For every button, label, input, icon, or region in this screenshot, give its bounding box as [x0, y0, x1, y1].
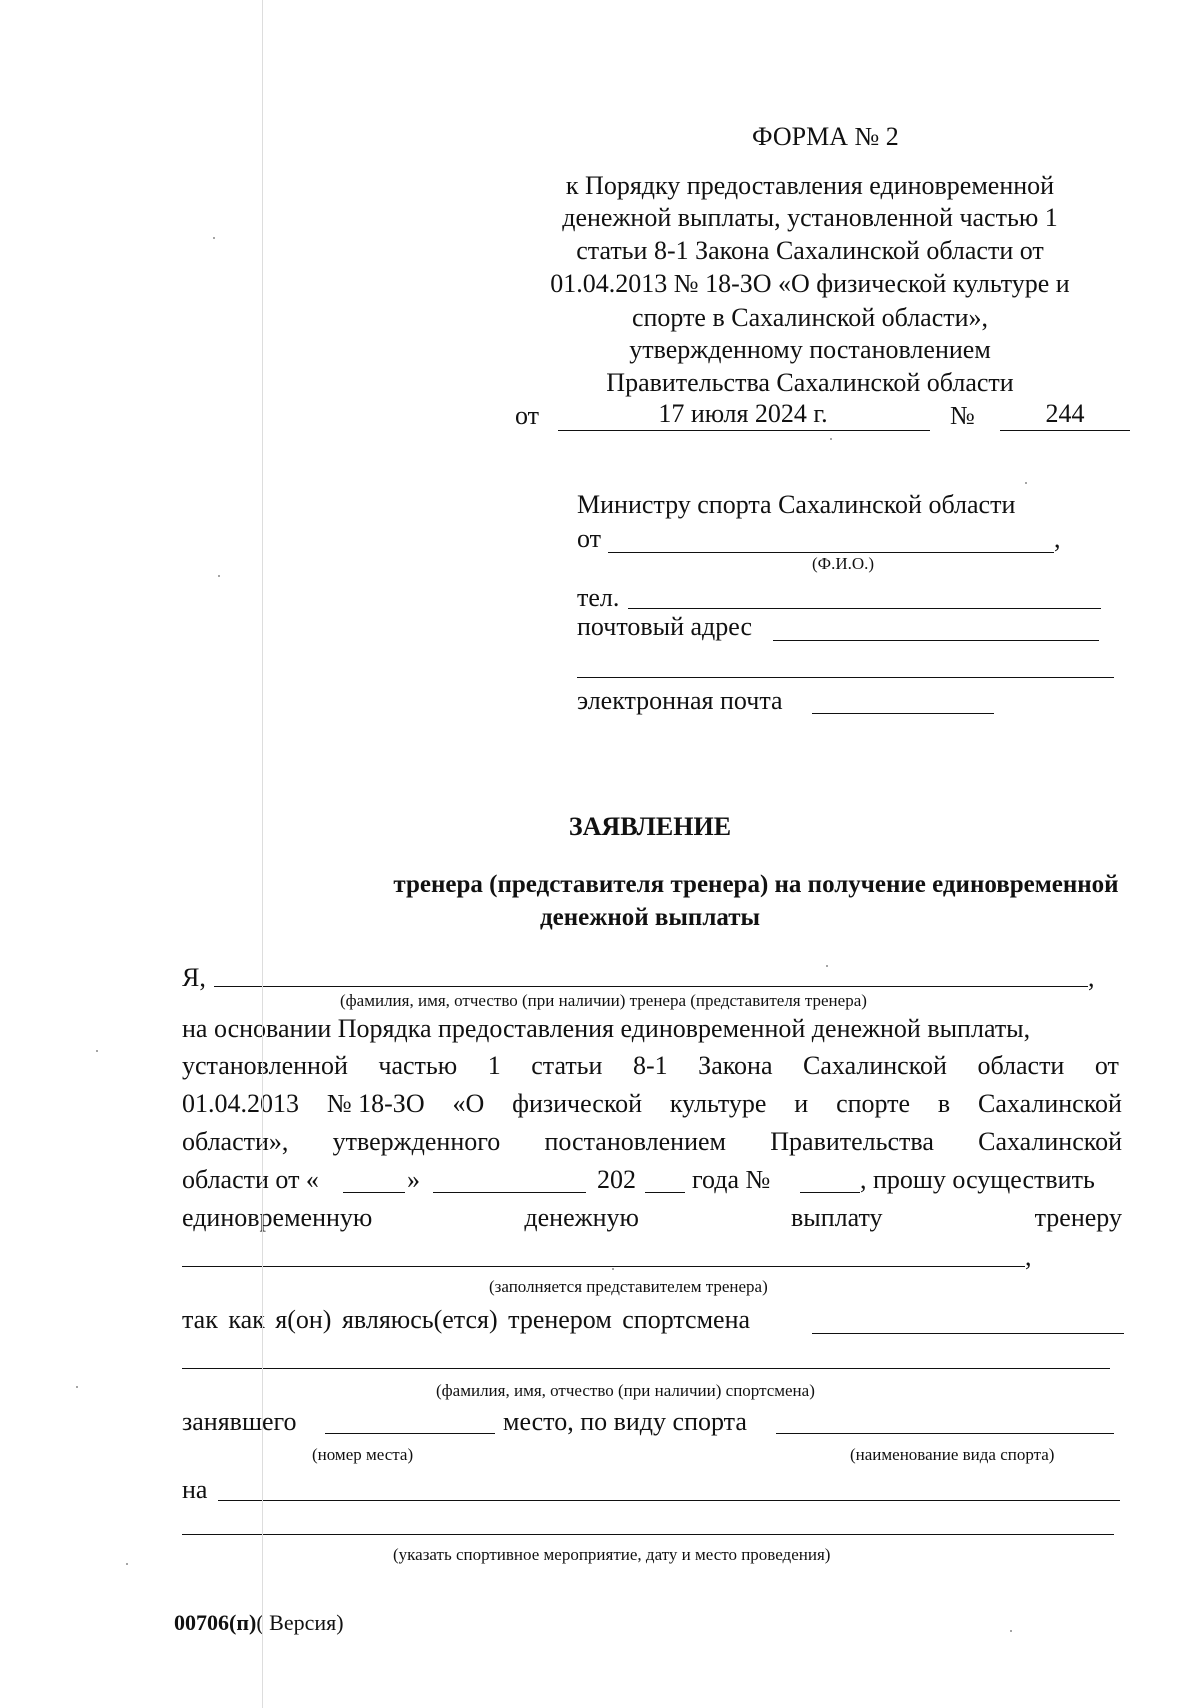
place-caption: (номер места) — [312, 1445, 414, 1464]
resolution-number-field[interactable] — [800, 1192, 860, 1193]
addressee-from-label: от — [577, 524, 602, 553]
number-underline — [1000, 430, 1130, 431]
word: № 18-ЗО — [326, 1089, 425, 1118]
trainer-caption: (заполняется представителем тренера) — [489, 1277, 768, 1296]
trainer-comma: , — [1025, 1242, 1032, 1271]
preamble-line: спорте в Сахалинской области», — [631, 303, 989, 332]
word: Закона — [698, 1051, 773, 1080]
word: единовременную — [182, 1203, 373, 1232]
word: 01.04.2013 — [182, 1089, 299, 1118]
applicant-name-field[interactable] — [214, 986, 1088, 987]
word: области», — [182, 1127, 289, 1156]
word: статьи — [531, 1051, 603, 1080]
place-number-field[interactable] — [325, 1433, 495, 1434]
document-code — [174, 1612, 344, 1634]
date-underline — [558, 430, 930, 431]
document-code-version: ( Версия) — [256, 1610, 344, 1635]
preamble-line: утвержденному постановлением — [629, 335, 991, 364]
word: и — [794, 1089, 809, 1118]
word: денежную — [524, 1203, 639, 1232]
word: 1 — [487, 1051, 501, 1080]
i-comma: , — [1088, 963, 1095, 992]
fio-caption: (Ф.И.О.) — [812, 554, 875, 573]
word: постановлением — [544, 1127, 727, 1156]
word: Сахалинской — [978, 1127, 1122, 1156]
line5-part2: » — [407, 1165, 420, 1194]
word: физической — [512, 1089, 643, 1118]
document-subtitle-1: тренера (представителя тренера) на получение единовременной — [393, 871, 1119, 898]
document-subtitle-2: денежной выплаты — [539, 904, 761, 931]
email-field[interactable] — [812, 713, 994, 714]
word: утвержденного — [332, 1127, 501, 1156]
event-caption: (указать спортивное мероприятие, дату и место проведения) — [393, 1545, 831, 1564]
line5-part1: области от « — [182, 1165, 319, 1194]
athlete-caption: (фамилия, имя, отчество (при наличии) спортсмена) — [436, 1381, 815, 1400]
word: культуре — [669, 1089, 767, 1118]
document-date: 17 июля 2024 г. — [658, 399, 828, 428]
month-field[interactable] — [433, 1192, 586, 1193]
sport-field[interactable] — [776, 1433, 1114, 1434]
word: в — [937, 1089, 951, 1118]
word: частью — [378, 1051, 458, 1080]
took-label: занявшего — [182, 1407, 297, 1436]
word: Правительства — [770, 1127, 934, 1156]
line5-part5: , прошу осуществить — [860, 1165, 1095, 1194]
preamble-line: статьи 8-1 Закона Сахалинской области от — [576, 236, 1044, 265]
word: установленной — [182, 1051, 348, 1080]
line5-part3: 202 — [597, 1165, 636, 1194]
word: «О — [452, 1089, 485, 1118]
number-label: № — [950, 401, 975, 430]
preamble-line: 01.04.2013 № 18-ЗО «О физической культуре и — [550, 269, 1070, 298]
year-field[interactable] — [645, 1192, 685, 1193]
sport-caption: (наименование вида спорта) — [850, 1445, 1055, 1464]
email-label: электронная почта — [577, 686, 783, 715]
word: Сахалинской — [978, 1089, 1122, 1118]
day-field[interactable] — [343, 1192, 405, 1193]
preamble-line: Правительства Сахалинской области — [606, 368, 1014, 397]
word: Сахалинской — [803, 1051, 947, 1080]
form-title: ФОРМА № 2 — [752, 122, 899, 151]
addressee-to: Министру спорта Сахалинской области — [577, 490, 1016, 519]
i-label: Я, — [182, 963, 206, 992]
word: от — [1094, 1051, 1119, 1080]
event-field-2[interactable] — [182, 1534, 1114, 1535]
word: выплату — [791, 1203, 883, 1232]
applicant-name-caption: (фамилия, имя, отчество (при наличии) тренера (представителя тренера) — [340, 991, 867, 1010]
date-from-label: от — [515, 401, 540, 430]
postal-label: почтовый адрес — [577, 612, 752, 641]
trainer-name-field[interactable] — [182, 1266, 1025, 1267]
on-label: на — [182, 1475, 208, 1504]
place-sport-label: место, по виду спорта — [503, 1407, 747, 1436]
document-code-number: 00706(п) — [174, 1610, 257, 1635]
document-title: ЗАЯВЛЕНИЕ — [568, 812, 732, 841]
addressee-fio-field[interactable] — [608, 552, 1054, 553]
scan-edge-line — [262, 0, 263, 1708]
line5-part4: года № — [692, 1165, 771, 1194]
word: области — [977, 1051, 1065, 1080]
phone-label: тел. — [577, 583, 620, 612]
body-line-1: на основании Порядка предоставления единовременной денежной выплаты, — [182, 1014, 1031, 1043]
phone-field[interactable] — [628, 608, 1101, 609]
body-line-4 — [182, 1129, 1122, 1155]
body-line-3 — [182, 1091, 1122, 1117]
word: спорте — [836, 1089, 911, 1118]
word: тренеру — [1034, 1203, 1122, 1232]
athlete-label: так как я(он) являюсь(ется) тренером спортсмена — [182, 1305, 751, 1334]
postal-address-field-2[interactable] — [577, 677, 1114, 678]
postal-address-field[interactable] — [773, 640, 1099, 641]
document-number: 244 — [1045, 399, 1085, 428]
body-line-6 — [182, 1205, 1122, 1231]
event-field[interactable] — [218, 1500, 1120, 1501]
athlete-name-field-2[interactable] — [182, 1368, 1110, 1369]
body-line-2 — [182, 1053, 1119, 1079]
addressee-from-comma: , — [1054, 524, 1061, 553]
preamble-line: к Порядку предоставления единовременной — [565, 171, 1055, 200]
preamble-line: денежной выплаты, установленной частью 1 — [562, 203, 1058, 232]
word: 8-1 — [632, 1051, 668, 1080]
athlete-name-field[interactable] — [812, 1333, 1124, 1334]
